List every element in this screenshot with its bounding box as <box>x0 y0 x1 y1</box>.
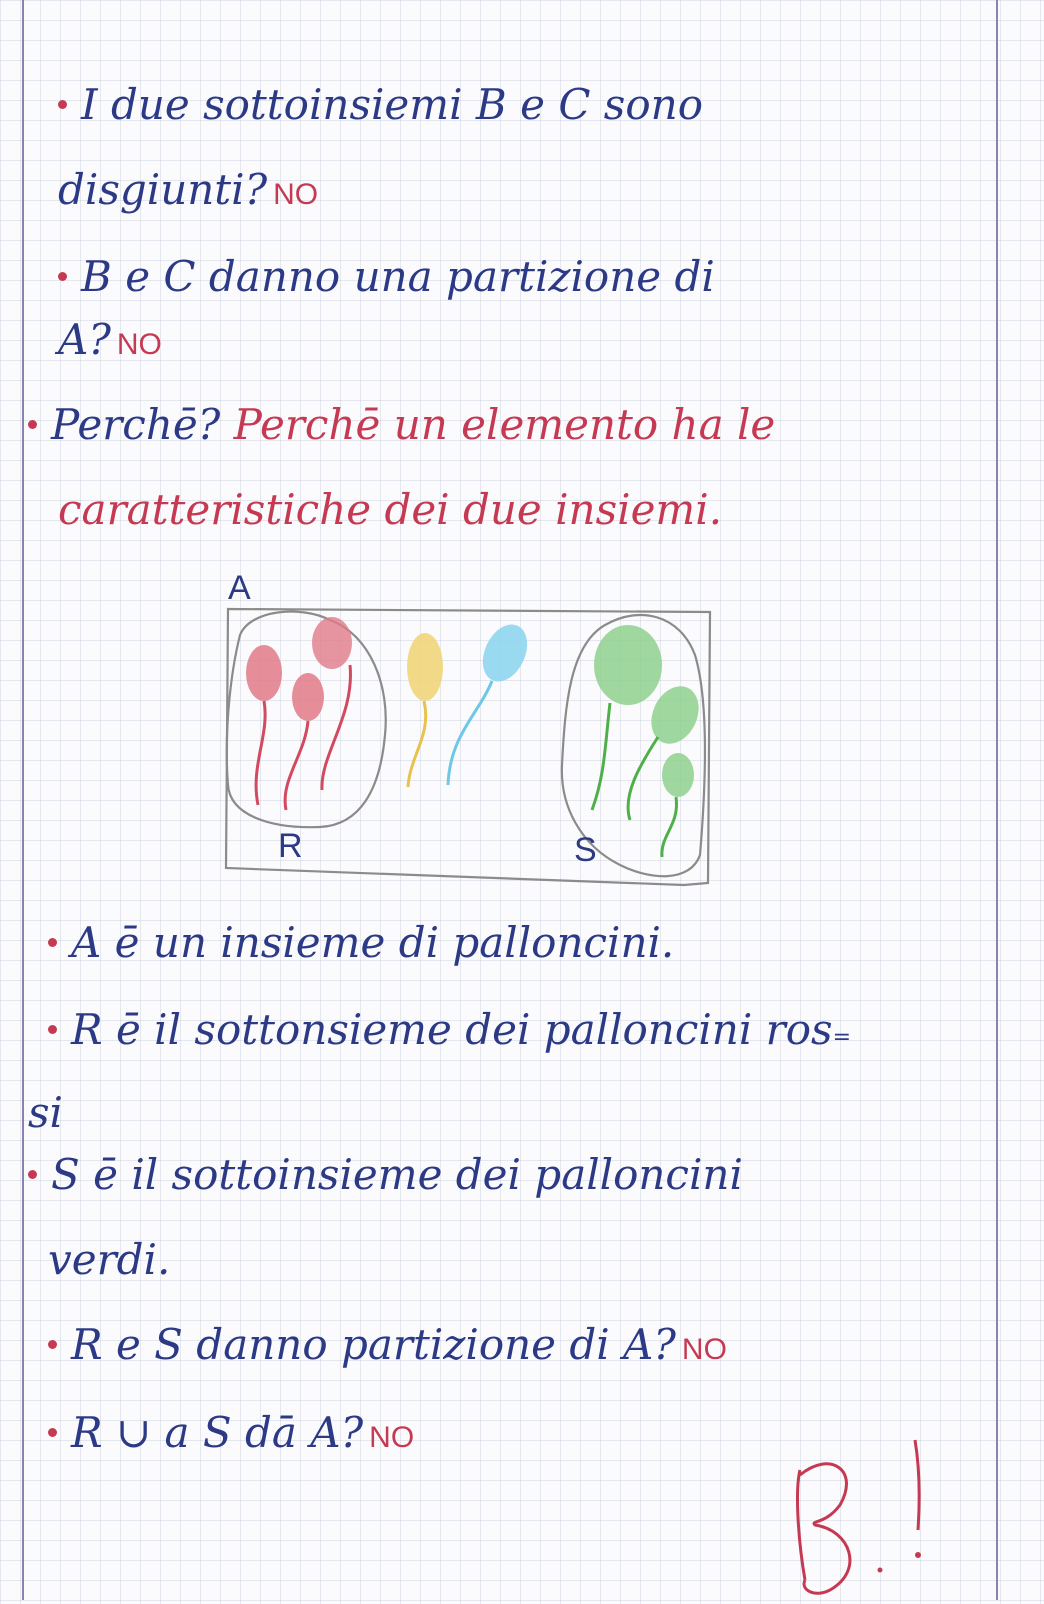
line-10 <box>28 1150 743 1200</box>
line-4 <box>58 315 162 370</box>
answer-no: NO <box>273 178 319 211</box>
grade-letter-b <box>798 1464 850 1593</box>
bullet <box>48 938 57 947</box>
line-6 <box>58 485 722 535</box>
line-4-text: A? <box>58 315 111 364</box>
line-3-text: B e C danno una partizione di <box>81 252 715 301</box>
answer-no: NO <box>369 1421 415 1454</box>
set-a-label: A <box>228 569 251 607</box>
line-9-text: si <box>28 1088 63 1137</box>
green-balloon <box>662 753 694 797</box>
bullet <box>48 1428 57 1437</box>
answer-no: NO <box>116 328 162 361</box>
bullet <box>58 272 67 281</box>
line-10-text: S ē il sottoinsieme dei palloncini <box>51 1150 743 1199</box>
line-1 <box>58 80 703 130</box>
line-3 <box>58 252 715 302</box>
signature-svg <box>770 1430 970 1600</box>
venn-diagram <box>210 565 730 895</box>
line-12-text: R e S danno partizione di A? <box>71 1320 676 1369</box>
teacher-grade-signature <box>770 1430 970 1600</box>
line-8-hyphen: = <box>832 1025 851 1050</box>
line-8-text: R ē il sottonsieme dei palloncini ros <box>71 1005 833 1054</box>
line-11-text: verdi. <box>48 1235 171 1284</box>
ink-dot <box>878 1568 883 1573</box>
answer-no: NO <box>681 1333 727 1366</box>
line-13 <box>48 1408 414 1463</box>
bullet <box>28 420 37 429</box>
blue-balloon <box>474 617 536 688</box>
line-7 <box>48 918 674 968</box>
red-balloon <box>292 673 324 721</box>
left-margin-line <box>22 0 24 1600</box>
green-balloon <box>594 625 662 705</box>
line-2-text: disgiunti? <box>58 165 268 214</box>
subset-r-label: R <box>278 827 303 865</box>
yellow-balloon <box>407 633 443 701</box>
yellow-balloon-string <box>408 701 426 787</box>
line-5-answer: Perchē un elemento ha le <box>233 400 776 449</box>
red-balloon-string <box>256 701 265 805</box>
line-5 <box>28 400 775 450</box>
bullet <box>48 1340 57 1349</box>
exclamation-stroke <box>915 1440 919 1530</box>
diagram-svg <box>210 565 730 895</box>
line-1-text: I due sottoinsiemi B e C sono <box>81 80 703 129</box>
red-balloon-string <box>322 665 351 790</box>
line-13-text: R ∪ a S dā A? <box>71 1408 364 1457</box>
subset-s-label: S <box>574 831 597 869</box>
right-margin-line <box>996 0 998 1600</box>
line-9 <box>28 1088 63 1138</box>
red-balloon <box>312 617 352 669</box>
red-balloon-string <box>285 721 308 810</box>
line-5-question: Perchē? <box>51 400 221 449</box>
green-balloon-string <box>592 703 610 810</box>
line-11 <box>48 1235 170 1285</box>
bullet <box>58 100 67 109</box>
blue-balloon-string <box>448 681 492 785</box>
green-balloon-string <box>628 737 658 820</box>
bullet <box>48 1025 57 1034</box>
line-8 <box>48 1005 851 1063</box>
line-12 <box>48 1320 727 1375</box>
exclamation-dot <box>915 1552 921 1558</box>
bullet <box>28 1170 37 1179</box>
red-balloon <box>246 645 282 701</box>
line-7-text: A ē un insieme di palloncini. <box>71 918 675 967</box>
line-6-text: caratteristiche dei due insiemi. <box>58 485 723 534</box>
line-2 <box>58 165 318 220</box>
green-balloon-string <box>662 797 677 857</box>
